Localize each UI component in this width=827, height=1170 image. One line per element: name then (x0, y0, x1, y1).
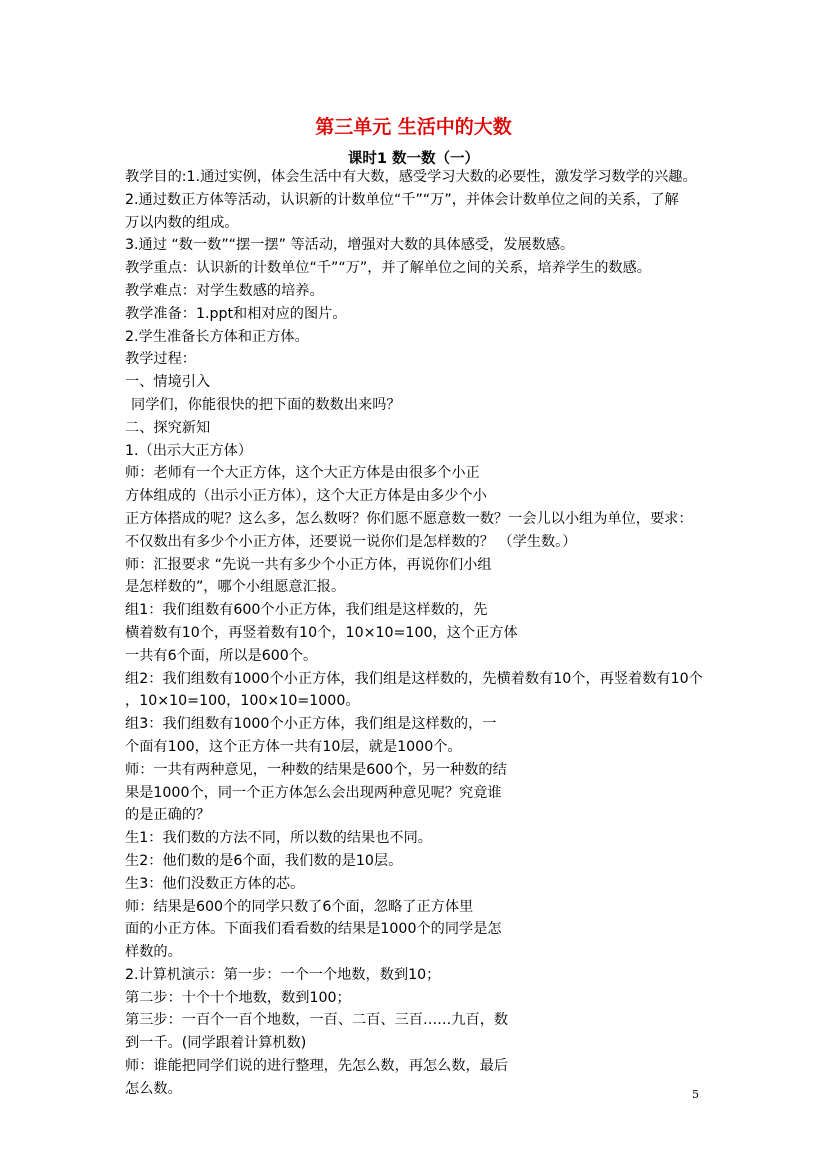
text-line: 师：汇报要求 “先说一共有多少个小正方体，再说你们小组 (125, 556, 492, 573)
text-line: 横着数有10个，再竖着数有10个，10×10=100，这个正方体 (125, 624, 518, 641)
text-line: 师：谁能把同学们说的进行整理，先怎么数，再怎么数，最后 (125, 1058, 509, 1075)
text-line: ，10×10=100，100×10=1000。 (125, 693, 360, 710)
text-line: 同学们，你能很快的把下面的数数出来吗？ (131, 396, 401, 413)
text-line: 教学目的:1.通过实例，体会生活中有大数，感受学习大数的必要性，激发学习数学的兴趣。 (125, 169, 697, 185)
lesson-subtitle: 课时1 数一数（一） (347, 151, 480, 167)
text-line: 到一千。(同学跟着计算机数) (125, 1035, 307, 1052)
text-line: 教学过程： (125, 351, 196, 368)
text-line: 不仅数出有多少个小正方体，还要说一说你们是怎样数的？ （学生数。） (125, 533, 577, 550)
text-line: 方体组成的（出示小正方体），这个大正方体是由多少个小 (125, 488, 487, 505)
text-line: 师：结果是600个的同学只数了6个面，忽略了正方体里 (125, 898, 474, 915)
text-line: 2.计算机演示：第一步：一个一个地数，数到10； (125, 966, 441, 983)
text-line: 的是正确的？ (125, 807, 211, 824)
text-line: 第三步：一百个一百个地数，一百、二百、三百……九百，数 (125, 1012, 509, 1029)
text-line: 生1：我们数的方法不同，所以数的结果也不同。 (125, 830, 432, 847)
text-line: 果是1000个，同一个正方体怎么会出现两种意见呢？究竟谁 (125, 784, 502, 801)
text-line: 生2：他们数的是6个面，我们数的是10层。 (125, 852, 403, 869)
page-title: 第三单元 生活中的大数 (315, 116, 512, 138)
text-line: 师：一共有两种意见，一种数的结果是600个，另一种数的结 (125, 761, 507, 778)
text-line: 教学重点：认识新的计数单位“千”“万”，并了解单位之间的关系，培养学生的数感。 (125, 260, 651, 277)
text-line: 一共有6个面，所以是600个。 (125, 647, 318, 664)
text-line: 第二步：十个十个地数，数到100； (125, 989, 351, 1006)
text-line: 教学难点：对学生数感的培养。 (125, 282, 324, 299)
text-line: 生3：他们没数正方体的芯。 (125, 875, 305, 892)
text-line: 样数的。 (125, 944, 182, 961)
text-line: 3.通过 “数一数”“摆一摆” 等活动，增强对大数的具体感受，发展数感。 (125, 237, 575, 254)
text-line: 2.学生准备长方体和正方体。 (125, 328, 309, 345)
page-number: 5 (692, 1088, 699, 1101)
text-line: 面的小正方体。下面我们看看数的结果是1000个的同学是怎 (125, 921, 502, 938)
text-line: 组2：我们组数有1000个小正方体，我们组是这样数的，先横着数有10个，再竖着数有10个 (125, 670, 703, 687)
text-line: 二、探究新知 (125, 419, 211, 436)
text-line: 2.通过数正方体等活动，认识新的计数单位“千”“万”，并体会计数单位之间的关系，了解 (125, 191, 679, 208)
text-line: 师：老师有一个大正方体，这个大正方体是由很多个小正 (125, 465, 480, 482)
text-line: 万以内数的组成。 (125, 214, 239, 231)
text-line: 1.（出示大正方体） (125, 442, 253, 459)
text-line: 个面有100，这个正方体一共有10层，就是1000个。 (125, 738, 462, 755)
text-line: 教学准备：1.ppt和相对应的图片。 (125, 305, 347, 322)
document-body (125, 166, 725, 1101)
text-line: 怎么数。 (125, 1080, 182, 1097)
text-line: 一、情境引入 (125, 374, 211, 391)
text-line: 正方体搭成的呢？这么多，怎么数呀？你们愿不愿意数一数？一会儿以小组为单位，要求： (125, 510, 693, 527)
text-line: 是怎样数的”，哪个小组愿意汇报。 (125, 579, 346, 596)
text-line: 组3：我们组数有1000个小正方体，我们组是这样数的，一 (125, 716, 497, 733)
text-line: 组1：我们组数有600个小正方体，我们组是这样数的，先 (125, 602, 488, 619)
